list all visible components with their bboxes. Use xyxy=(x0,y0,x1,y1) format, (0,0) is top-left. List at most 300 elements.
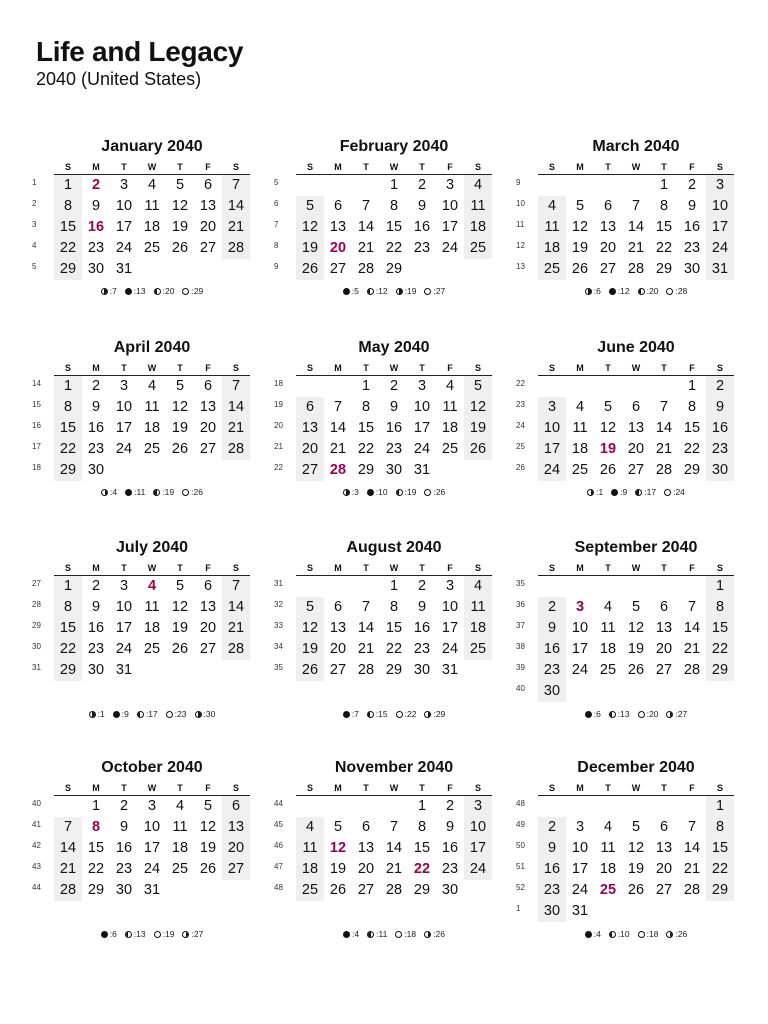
day-cell[interactable]: 19 xyxy=(627,641,645,657)
day-cell[interactable]: 30 xyxy=(683,261,701,277)
day-cell[interactable]: 14 xyxy=(357,219,375,235)
day-cell[interactable]: 23 xyxy=(87,441,105,457)
day-cell[interactable]: 31 xyxy=(441,662,459,678)
day-cell[interactable]: 23 xyxy=(683,240,701,256)
day-cell[interactable]: 8 xyxy=(417,819,427,835)
day-cell[interactable]: 6 xyxy=(203,177,213,193)
day-cell[interactable]: 17 xyxy=(571,641,589,657)
day-cell[interactable]: 7 xyxy=(222,175,250,196)
day-cell[interactable]: 4 xyxy=(575,399,585,415)
day-cell[interactable]: 28 xyxy=(385,882,403,898)
day-cell[interactable]: 4 xyxy=(147,578,157,594)
day-cell[interactable]: 24 xyxy=(464,859,492,880)
day-cell[interactable]: 1 xyxy=(706,796,734,817)
day-cell[interactable]: 14 xyxy=(385,840,403,856)
day-cell[interactable]: 6 xyxy=(333,198,343,214)
day-cell[interactable]: 3 xyxy=(119,578,129,594)
day-cell[interactable]: 6 xyxy=(203,378,213,394)
day-cell[interactable]: 25 xyxy=(143,441,161,457)
day-cell[interactable]: 14 xyxy=(222,397,250,418)
day-cell[interactable]: 5 xyxy=(175,378,185,394)
day-cell[interactable]: 6 xyxy=(603,198,613,214)
day-cell[interactable]: 29 xyxy=(683,462,701,478)
day-cell[interactable]: 27 xyxy=(357,882,375,898)
day-cell[interactable]: 13 xyxy=(627,420,645,436)
day-cell[interactable]: 24 xyxy=(115,240,133,256)
day-cell[interactable]: 15 xyxy=(706,618,734,639)
day-cell[interactable]: 26 xyxy=(464,439,492,460)
day-cell[interactable]: 22 xyxy=(706,639,734,660)
day-cell[interactable]: 10 xyxy=(441,198,459,214)
day-cell[interactable]: 5 xyxy=(296,196,324,217)
day-cell[interactable]: 3 xyxy=(464,796,492,817)
day-cell[interactable]: 20 xyxy=(655,861,673,877)
day-cell[interactable]: 14 xyxy=(357,620,375,636)
day-cell[interactable]: 4 xyxy=(296,817,324,838)
day-cell[interactable]: 2 xyxy=(91,378,101,394)
day-cell[interactable]: 5 xyxy=(631,819,641,835)
day-cell[interactable]: 7 xyxy=(333,399,343,415)
day-cell[interactable]: 22 xyxy=(54,238,82,259)
day-cell[interactable]: 6 xyxy=(333,599,343,615)
day-cell[interactable]: 26 xyxy=(599,462,617,478)
day-cell[interactable]: 13 xyxy=(329,620,347,636)
day-cell[interactable]: 23 xyxy=(441,861,459,877)
day-cell[interactable]: 26 xyxy=(571,261,589,277)
day-cell[interactable]: 10 xyxy=(464,817,492,838)
day-cell[interactable]: 24 xyxy=(115,641,133,657)
day-cell[interactable]: 12 xyxy=(627,840,645,856)
day-cell[interactable]: 20 xyxy=(357,861,375,877)
day-cell[interactable]: 23 xyxy=(538,660,566,681)
day-cell[interactable]: 26 xyxy=(627,662,645,678)
day-cell[interactable]: 14 xyxy=(329,420,347,436)
day-cell[interactable]: 8 xyxy=(706,597,734,618)
day-cell[interactable]: 16 xyxy=(115,840,133,856)
day-cell[interactable]: 12 xyxy=(329,840,347,856)
day-cell[interactable]: 29 xyxy=(413,882,431,898)
day-cell[interactable]: 28 xyxy=(357,261,375,277)
day-cell[interactable]: 16 xyxy=(683,219,701,235)
day-cell[interactable]: 26 xyxy=(329,882,347,898)
day-cell[interactable]: 12 xyxy=(599,420,617,436)
day-cell[interactable]: 14 xyxy=(683,620,701,636)
day-cell[interactable]: 27 xyxy=(296,460,324,481)
day-cell[interactable]: 3 xyxy=(538,397,566,418)
day-cell[interactable]: 7 xyxy=(687,819,697,835)
day-cell[interactable]: 7 xyxy=(222,576,250,597)
day-cell[interactable]: 25 xyxy=(538,259,566,280)
day-cell[interactable]: 19 xyxy=(329,861,347,877)
day-cell[interactable]: 8 xyxy=(389,599,399,615)
day-cell[interactable]: 4 xyxy=(464,576,492,597)
day-cell[interactable]: 20 xyxy=(199,620,217,636)
day-cell[interactable]: 14 xyxy=(655,420,673,436)
day-cell[interactable]: 2 xyxy=(417,177,427,193)
day-cell[interactable]: 28 xyxy=(329,462,347,478)
day-cell[interactable]: 31 xyxy=(706,259,734,280)
day-cell[interactable]: 21 xyxy=(683,641,701,657)
day-cell[interactable]: 3 xyxy=(119,177,129,193)
day-cell[interactable]: 22 xyxy=(54,639,82,660)
day-cell[interactable]: 7 xyxy=(631,198,641,214)
day-cell[interactable]: 12 xyxy=(627,620,645,636)
day-cell[interactable]: 19 xyxy=(571,240,589,256)
day-cell[interactable]: 2 xyxy=(538,817,566,838)
day-cell[interactable]: 29 xyxy=(54,460,82,481)
day-cell[interactable]: 26 xyxy=(199,861,217,877)
day-cell[interactable]: 21 xyxy=(222,618,250,639)
day-cell[interactable]: 27 xyxy=(329,662,347,678)
day-cell[interactable]: 30 xyxy=(538,681,566,702)
day-cell[interactable]: 24 xyxy=(571,882,589,898)
day-cell[interactable]: 20 xyxy=(627,441,645,457)
day-cell[interactable]: 7 xyxy=(222,376,250,397)
day-cell[interactable]: 2 xyxy=(91,177,101,193)
day-cell[interactable]: 21 xyxy=(222,418,250,439)
day-cell[interactable]: 22 xyxy=(54,439,82,460)
day-cell[interactable]: 4 xyxy=(445,378,455,394)
day-cell[interactable]: 18 xyxy=(571,441,589,457)
day-cell[interactable]: 4 xyxy=(464,175,492,196)
day-cell[interactable]: 20 xyxy=(199,219,217,235)
day-cell[interactable]: 11 xyxy=(464,196,492,217)
day-cell[interactable]: 15 xyxy=(385,219,403,235)
day-cell[interactable]: 25 xyxy=(464,238,492,259)
day-cell[interactable]: 17 xyxy=(538,439,566,460)
day-cell[interactable]: 28 xyxy=(222,238,250,259)
day-cell[interactable]: 24 xyxy=(706,238,734,259)
day-cell[interactable]: 23 xyxy=(413,240,431,256)
day-cell[interactable]: 24 xyxy=(441,641,459,657)
day-cell[interactable]: 8 xyxy=(54,196,82,217)
day-cell[interactable]: 31 xyxy=(115,261,133,277)
day-cell[interactable]: 11 xyxy=(464,597,492,618)
day-cell[interactable]: 1 xyxy=(54,376,82,397)
day-cell[interactable]: 20 xyxy=(329,641,347,657)
day-cell[interactable]: 21 xyxy=(357,641,375,657)
day-cell[interactable]: 6 xyxy=(659,819,669,835)
day-cell[interactable]: 31 xyxy=(115,662,133,678)
day-cell[interactable]: 8 xyxy=(389,198,399,214)
day-cell[interactable]: 17 xyxy=(441,219,459,235)
day-cell[interactable]: 25 xyxy=(143,240,161,256)
day-cell[interactable]: 18 xyxy=(143,420,161,436)
day-cell[interactable]: 16 xyxy=(87,620,105,636)
day-cell[interactable]: 9 xyxy=(389,399,399,415)
day-cell[interactable]: 29 xyxy=(706,660,734,681)
day-cell[interactable]: 29 xyxy=(54,259,82,280)
day-cell[interactable]: 20 xyxy=(296,439,324,460)
day-cell[interactable]: 3 xyxy=(706,175,734,196)
day-cell[interactable]: 15 xyxy=(706,838,734,859)
day-cell[interactable]: 16 xyxy=(385,420,403,436)
day-cell[interactable]: 14 xyxy=(222,196,250,217)
day-cell[interactable]: 21 xyxy=(655,441,673,457)
day-cell[interactable]: 7 xyxy=(361,599,371,615)
day-cell[interactable]: 4 xyxy=(147,378,157,394)
day-cell[interactable]: 30 xyxy=(87,662,105,678)
day-cell[interactable]: 28 xyxy=(655,462,673,478)
day-cell[interactable]: 11 xyxy=(600,840,616,856)
day-cell[interactable]: 28 xyxy=(683,662,701,678)
day-cell[interactable]: 30 xyxy=(413,662,431,678)
day-cell[interactable]: 22 xyxy=(706,859,734,880)
day-cell[interactable]: 1 xyxy=(389,578,399,594)
day-cell[interactable]: 4 xyxy=(147,177,157,193)
day-cell[interactable]: 20 xyxy=(199,420,217,436)
day-cell[interactable]: 22 xyxy=(683,441,701,457)
day-cell[interactable]: 26 xyxy=(171,641,189,657)
day-cell[interactable]: 28 xyxy=(54,880,82,901)
day-cell[interactable]: 19 xyxy=(627,861,645,877)
day-cell[interactable]: 16 xyxy=(538,639,566,660)
day-cell[interactable]: 18 xyxy=(464,618,492,639)
day-cell[interactable]: 26 xyxy=(627,882,645,898)
day-cell[interactable]: 4 xyxy=(175,798,185,814)
day-cell[interactable]: 21 xyxy=(357,240,375,256)
day-cell[interactable]: 3 xyxy=(147,798,157,814)
day-cell[interactable]: 18 xyxy=(599,861,617,877)
day-cell[interactable]: 30 xyxy=(441,882,459,898)
day-cell[interactable]: 29 xyxy=(706,880,734,901)
day-cell[interactable]: 8 xyxy=(361,399,371,415)
day-cell[interactable]: 19 xyxy=(171,420,189,436)
day-cell[interactable]: 5 xyxy=(603,399,613,415)
day-cell[interactable]: 28 xyxy=(683,882,701,898)
day-cell[interactable]: 6 xyxy=(361,819,371,835)
day-cell[interactable]: 9 xyxy=(417,198,427,214)
day-cell[interactable]: 10 xyxy=(706,196,734,217)
day-cell[interactable]: 13 xyxy=(599,219,617,235)
day-cell[interactable]: 16 xyxy=(413,620,431,636)
day-cell[interactable]: 13 xyxy=(199,399,217,415)
day-cell[interactable]: 5 xyxy=(296,597,324,618)
day-cell[interactable]: 13 xyxy=(655,620,673,636)
day-cell[interactable]: 19 xyxy=(296,238,324,259)
day-cell[interactable]: 10 xyxy=(571,620,589,636)
day-cell[interactable]: 27 xyxy=(599,261,617,277)
day-cell[interactable]: 12 xyxy=(296,618,324,639)
day-cell[interactable]: 13 xyxy=(655,840,673,856)
day-cell[interactable]: 4 xyxy=(603,819,613,835)
day-cell[interactable]: 9 xyxy=(538,618,566,639)
day-cell[interactable]: 21 xyxy=(329,441,347,457)
day-cell[interactable]: 8 xyxy=(54,597,82,618)
day-cell[interactable]: 16 xyxy=(413,219,431,235)
day-cell[interactable]: 18 xyxy=(143,620,161,636)
day-cell[interactable]: 9 xyxy=(417,599,427,615)
day-cell[interactable]: 5 xyxy=(175,578,185,594)
day-cell[interactable]: 28 xyxy=(222,639,250,660)
day-cell[interactable]: 5 xyxy=(464,376,492,397)
day-cell[interactable]: 13 xyxy=(199,198,217,214)
day-cell[interactable]: 1 xyxy=(706,576,734,597)
day-cell[interactable]: 28 xyxy=(222,439,250,460)
day-cell[interactable]: 25 xyxy=(599,882,617,898)
day-cell[interactable]: 6 xyxy=(296,397,324,418)
day-cell[interactable]: 9 xyxy=(445,819,455,835)
day-cell[interactable]: 30 xyxy=(385,462,403,478)
day-cell[interactable]: 5 xyxy=(575,198,585,214)
day-cell[interactable]: 9 xyxy=(706,397,734,418)
day-cell[interactable]: 6 xyxy=(659,599,669,615)
day-cell[interactable]: 1 xyxy=(687,378,697,394)
day-cell[interactable]: 1 xyxy=(417,798,427,814)
day-cell[interactable]: 12 xyxy=(171,399,189,415)
day-cell[interactable]: 25 xyxy=(296,880,324,901)
day-cell[interactable]: 21 xyxy=(627,240,645,256)
day-cell[interactable]: 1 xyxy=(54,175,82,196)
day-cell[interactable]: 24 xyxy=(538,460,566,481)
day-cell[interactable]: 6 xyxy=(222,796,250,817)
day-cell[interactable]: 1 xyxy=(659,177,669,193)
day-cell[interactable]: 26 xyxy=(296,259,324,280)
day-cell[interactable]: 25 xyxy=(171,861,189,877)
day-cell[interactable]: 17 xyxy=(115,420,133,436)
day-cell[interactable]: 11 xyxy=(442,399,458,415)
day-cell[interactable]: 5 xyxy=(175,177,185,193)
day-cell[interactable]: 22 xyxy=(655,240,673,256)
day-cell[interactable]: 2 xyxy=(687,177,697,193)
day-cell[interactable]: 8 xyxy=(687,399,697,415)
day-cell[interactable]: 15 xyxy=(385,620,403,636)
day-cell[interactable]: 12 xyxy=(171,198,189,214)
day-cell[interactable]: 18 xyxy=(538,238,566,259)
day-cell[interactable]: 31 xyxy=(143,882,161,898)
day-cell[interactable]: 17 xyxy=(706,217,734,238)
day-cell[interactable]: 16 xyxy=(87,420,105,436)
day-cell[interactable]: 2 xyxy=(417,578,427,594)
day-cell[interactable]: 8 xyxy=(659,198,669,214)
day-cell[interactable]: 19 xyxy=(464,418,492,439)
day-cell[interactable]: 21 xyxy=(683,861,701,877)
day-cell[interactable]: 2 xyxy=(91,578,101,594)
day-cell[interactable]: 23 xyxy=(87,641,105,657)
day-cell[interactable]: 30 xyxy=(538,901,566,922)
day-cell[interactable]: 24 xyxy=(571,662,589,678)
day-cell[interactable]: 23 xyxy=(385,441,403,457)
day-cell[interactable]: 15 xyxy=(87,840,105,856)
day-cell[interactable]: 22 xyxy=(385,641,403,657)
day-cell[interactable]: 19 xyxy=(296,639,324,660)
day-cell[interactable]: 15 xyxy=(54,217,82,238)
day-cell[interactable]: 2 xyxy=(445,798,455,814)
day-cell[interactable]: 7 xyxy=(659,399,669,415)
day-cell[interactable]: 13 xyxy=(357,840,375,856)
day-cell[interactable]: 11 xyxy=(172,819,188,835)
day-cell[interactable]: 24 xyxy=(143,861,161,877)
day-cell[interactable]: 30 xyxy=(87,261,105,277)
day-cell[interactable]: 8 xyxy=(706,817,734,838)
day-cell[interactable]: 31 xyxy=(413,462,431,478)
day-cell[interactable]: 10 xyxy=(143,819,161,835)
day-cell[interactable]: 30 xyxy=(87,462,105,478)
day-cell[interactable]: 17 xyxy=(441,620,459,636)
day-cell[interactable]: 2 xyxy=(389,378,399,394)
day-cell[interactable]: 20 xyxy=(599,240,617,256)
day-cell[interactable]: 29 xyxy=(655,261,673,277)
day-cell[interactable]: 25 xyxy=(571,462,589,478)
day-cell[interactable]: 29 xyxy=(385,261,403,277)
day-cell[interactable]: 21 xyxy=(385,861,403,877)
day-cell[interactable]: 7 xyxy=(687,599,697,615)
day-cell[interactable]: 13 xyxy=(222,817,250,838)
day-cell[interactable]: 9 xyxy=(687,198,697,214)
day-cell[interactable]: 24 xyxy=(413,441,431,457)
day-cell[interactable]: 22 xyxy=(357,441,375,457)
day-cell[interactable]: 4 xyxy=(603,599,613,615)
day-cell[interactable]: 27 xyxy=(199,441,217,457)
day-cell[interactable]: 10 xyxy=(413,399,431,415)
day-cell[interactable]: 29 xyxy=(385,662,403,678)
day-cell[interactable]: 2 xyxy=(706,376,734,397)
day-cell[interactable]: 20 xyxy=(222,838,250,859)
day-cell[interactable]: 27 xyxy=(199,641,217,657)
day-cell[interactable]: 31 xyxy=(571,903,589,919)
day-cell[interactable]: 3 xyxy=(575,599,585,615)
day-cell[interactable]: 15 xyxy=(655,219,673,235)
day-cell[interactable]: 10 xyxy=(538,418,566,439)
day-cell[interactable]: 29 xyxy=(357,462,375,478)
day-cell[interactable]: 14 xyxy=(627,219,645,235)
day-cell[interactable]: 25 xyxy=(441,441,459,457)
day-cell[interactable]: 12 xyxy=(464,397,492,418)
day-cell[interactable]: 19 xyxy=(199,840,217,856)
day-cell[interactable]: 16 xyxy=(441,840,459,856)
day-cell[interactable]: 15 xyxy=(357,420,375,436)
day-cell[interactable]: 3 xyxy=(417,378,427,394)
day-cell[interactable]: 26 xyxy=(171,441,189,457)
day-cell[interactable]: 16 xyxy=(706,418,734,439)
day-cell[interactable]: 5 xyxy=(203,798,213,814)
day-cell[interactable]: 22 xyxy=(87,861,105,877)
day-cell[interactable]: 16 xyxy=(87,219,105,235)
day-cell[interactable]: 1 xyxy=(91,798,101,814)
day-cell[interactable]: 25 xyxy=(464,639,492,660)
day-cell[interactable]: 6 xyxy=(631,399,641,415)
day-cell[interactable]: 26 xyxy=(171,240,189,256)
day-cell[interactable]: 3 xyxy=(575,819,585,835)
day-cell[interactable]: 6 xyxy=(203,578,213,594)
day-cell[interactable]: 5 xyxy=(631,599,641,615)
day-cell[interactable]: 15 xyxy=(683,420,701,436)
day-cell[interactable]: 27 xyxy=(199,240,217,256)
day-cell[interactable]: 10 xyxy=(441,599,459,615)
day-cell[interactable]: 8 xyxy=(91,819,101,835)
day-cell[interactable]: 18 xyxy=(599,641,617,657)
day-cell[interactable]: 27 xyxy=(222,859,250,880)
day-cell[interactable]: 20 xyxy=(655,641,673,657)
day-cell[interactable]: 13 xyxy=(329,219,347,235)
day-cell[interactable]: 9 xyxy=(91,198,101,214)
day-cell[interactable]: 2 xyxy=(119,798,129,814)
day-cell[interactable]: 20 xyxy=(329,240,347,256)
day-cell[interactable]: 15 xyxy=(413,840,431,856)
day-cell[interactable]: 10 xyxy=(571,840,589,856)
day-cell[interactable]: 17 xyxy=(143,840,161,856)
day-cell[interactable]: 17 xyxy=(115,620,133,636)
day-cell[interactable]: 4 xyxy=(538,196,566,217)
day-cell[interactable]: 29 xyxy=(54,660,82,681)
day-cell[interactable]: 3 xyxy=(445,177,455,193)
day-cell[interactable]: 9 xyxy=(91,599,101,615)
day-cell[interactable]: 14 xyxy=(683,840,701,856)
day-cell[interactable]: 26 xyxy=(296,660,324,681)
day-cell[interactable]: 11 xyxy=(296,838,324,859)
day-cell[interactable]: 15 xyxy=(54,418,82,439)
day-cell[interactable]: 9 xyxy=(538,838,566,859)
